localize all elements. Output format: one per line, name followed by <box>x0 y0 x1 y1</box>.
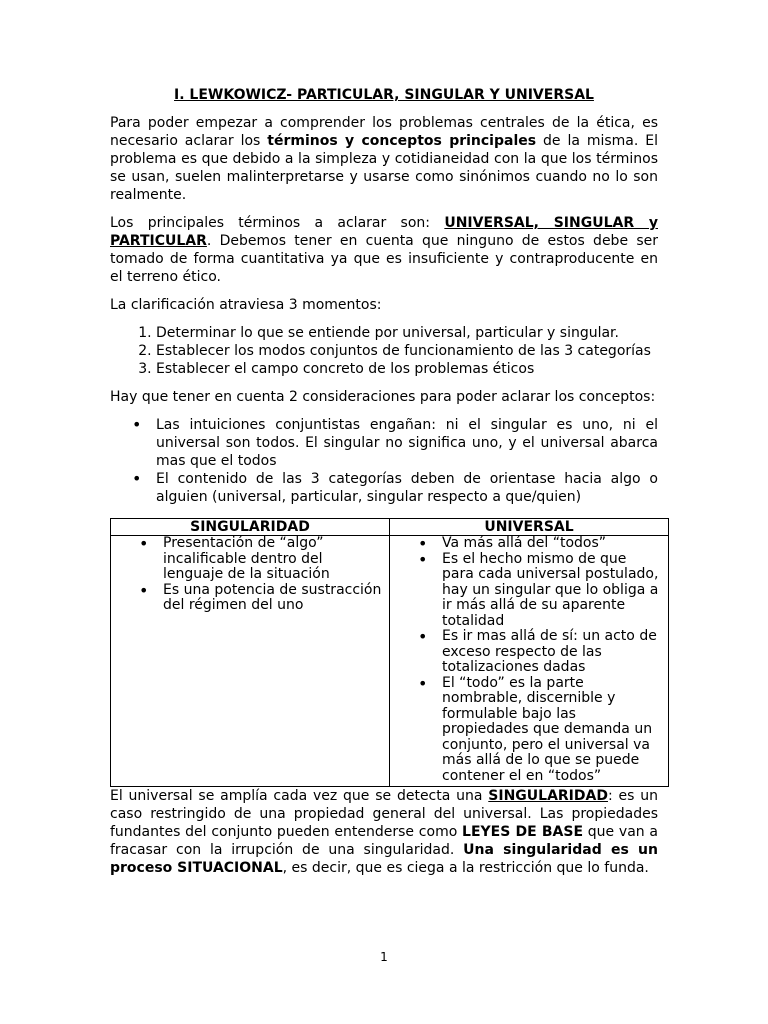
list-item: • Va más allá del “todos” <box>442 536 668 552</box>
list-item: • Es una potencia de sustracción del régimen del uno <box>163 583 389 614</box>
list-item: • El “todo” es la parte nombrable, discernible y formulable bajo las propiedades que demanda un conjunto, pero el universal va más allá de lo que se puede contener el en “todos” <box>442 676 668 785</box>
terms-text-1: Los principales términos a aclarar son: <box>110 215 445 231</box>
list-item: 3. Establecer el campo concreto de los problemas éticos <box>156 360 658 378</box>
table-header-universal: UNIVERSAL <box>390 519 669 536</box>
closing-text-2: : es un caso restringido de una propiedad general del universal. Las propiedades fundantes del conjunto pueden entenderse como <box>110 788 658 840</box>
closing-text-4: , es decir, que es ciega a la restricción que lo funda. <box>282 860 649 876</box>
page-number: 1 <box>380 950 388 964</box>
closing-bold-proceso: Una singularidad es un proceso SITUACIONAL <box>110 842 658 876</box>
page-title: I. LEWKOWICZ- PARTICULAR, SINGULAR Y UNIVERSAL <box>174 87 594 103</box>
moments-intro: La clarificación atraviesa 3 momentos: <box>110 297 382 313</box>
moments-list <box>110 324 658 378</box>
terms-paragraph <box>110 214 658 286</box>
closing-text-3: que van a fracasar con la irrupción de una singularidad. <box>110 824 658 858</box>
intro-bold-terms: términos y conceptos principales <box>267 133 537 149</box>
closing-bold-leyes: LEYES DE BASE <box>462 824 584 840</box>
terms-text-2: . Debemos tener en cuenta que ninguno de estos debe ser tomado de forma cuantitativa ya que es insuficiente y contraproducente en el terreno ético. <box>110 233 658 285</box>
list-item: • Las intuiciones conjuntistas engañan: ni el singular es uno, ni el universal son todos. El singular no significa uno, y el universal abarca mas que el todos <box>156 416 658 470</box>
intro-text-2: de la misma. El problema es que debido a la simpleza y cotidianeidad con la que los términos se usan, suelen malinterpretarse y usarse como sinónimos cuando no lo son realmente. <box>110 133 658 203</box>
list-item: • El contenido de las 3 categorías deben de orientase hacia algo o alguien (universal, particular, singular respecto a que/quien) <box>156 470 658 506</box>
considerations-intro: Hay que tener en cuenta 2 consideraciones para poder aclarar los conceptos: <box>110 389 656 405</box>
list-item: • Presentación de “algo” incalificable dentro del lenguaje de la situación <box>163 536 389 583</box>
list-item: • Es ir mas allá de sí: un acto de exceso respecto de las totalizaciones dadas <box>442 629 668 676</box>
list-item: 1. Determinar lo que se entiende por universal, particular y singular. <box>156 324 658 342</box>
singularidad-cell <box>111 536 390 787</box>
terms-bold-underlined: UNIVERSAL, SINGULAR y PARTICULAR <box>110 215 658 249</box>
concepts-table <box>110 518 669 787</box>
document-page <box>110 86 658 887</box>
intro-paragraph <box>110 114 658 204</box>
intro-text-1: Para poder empezar a comprender los problemas centrales de la ética, es necesario aclarar los <box>110 115 658 149</box>
table-header-singularidad: SINGULARIDAD <box>111 519 390 536</box>
closing-bold-singularidad: SINGULARIDAD <box>488 788 608 804</box>
list-item: 2. Establecer los modos conjuntos de funcionamiento de las 3 categorías <box>156 342 658 360</box>
closing-paragraph <box>110 787 658 877</box>
closing-text-1: El universal se amplía cada vez que se detecta una <box>110 788 489 804</box>
considerations-list <box>110 416 658 506</box>
list-item: • Es el hecho mismo de que para cada universal postulado, hay un singular que lo obliga a ir más allá de su aparente totalidad <box>442 552 668 630</box>
universal-cell <box>390 536 669 787</box>
